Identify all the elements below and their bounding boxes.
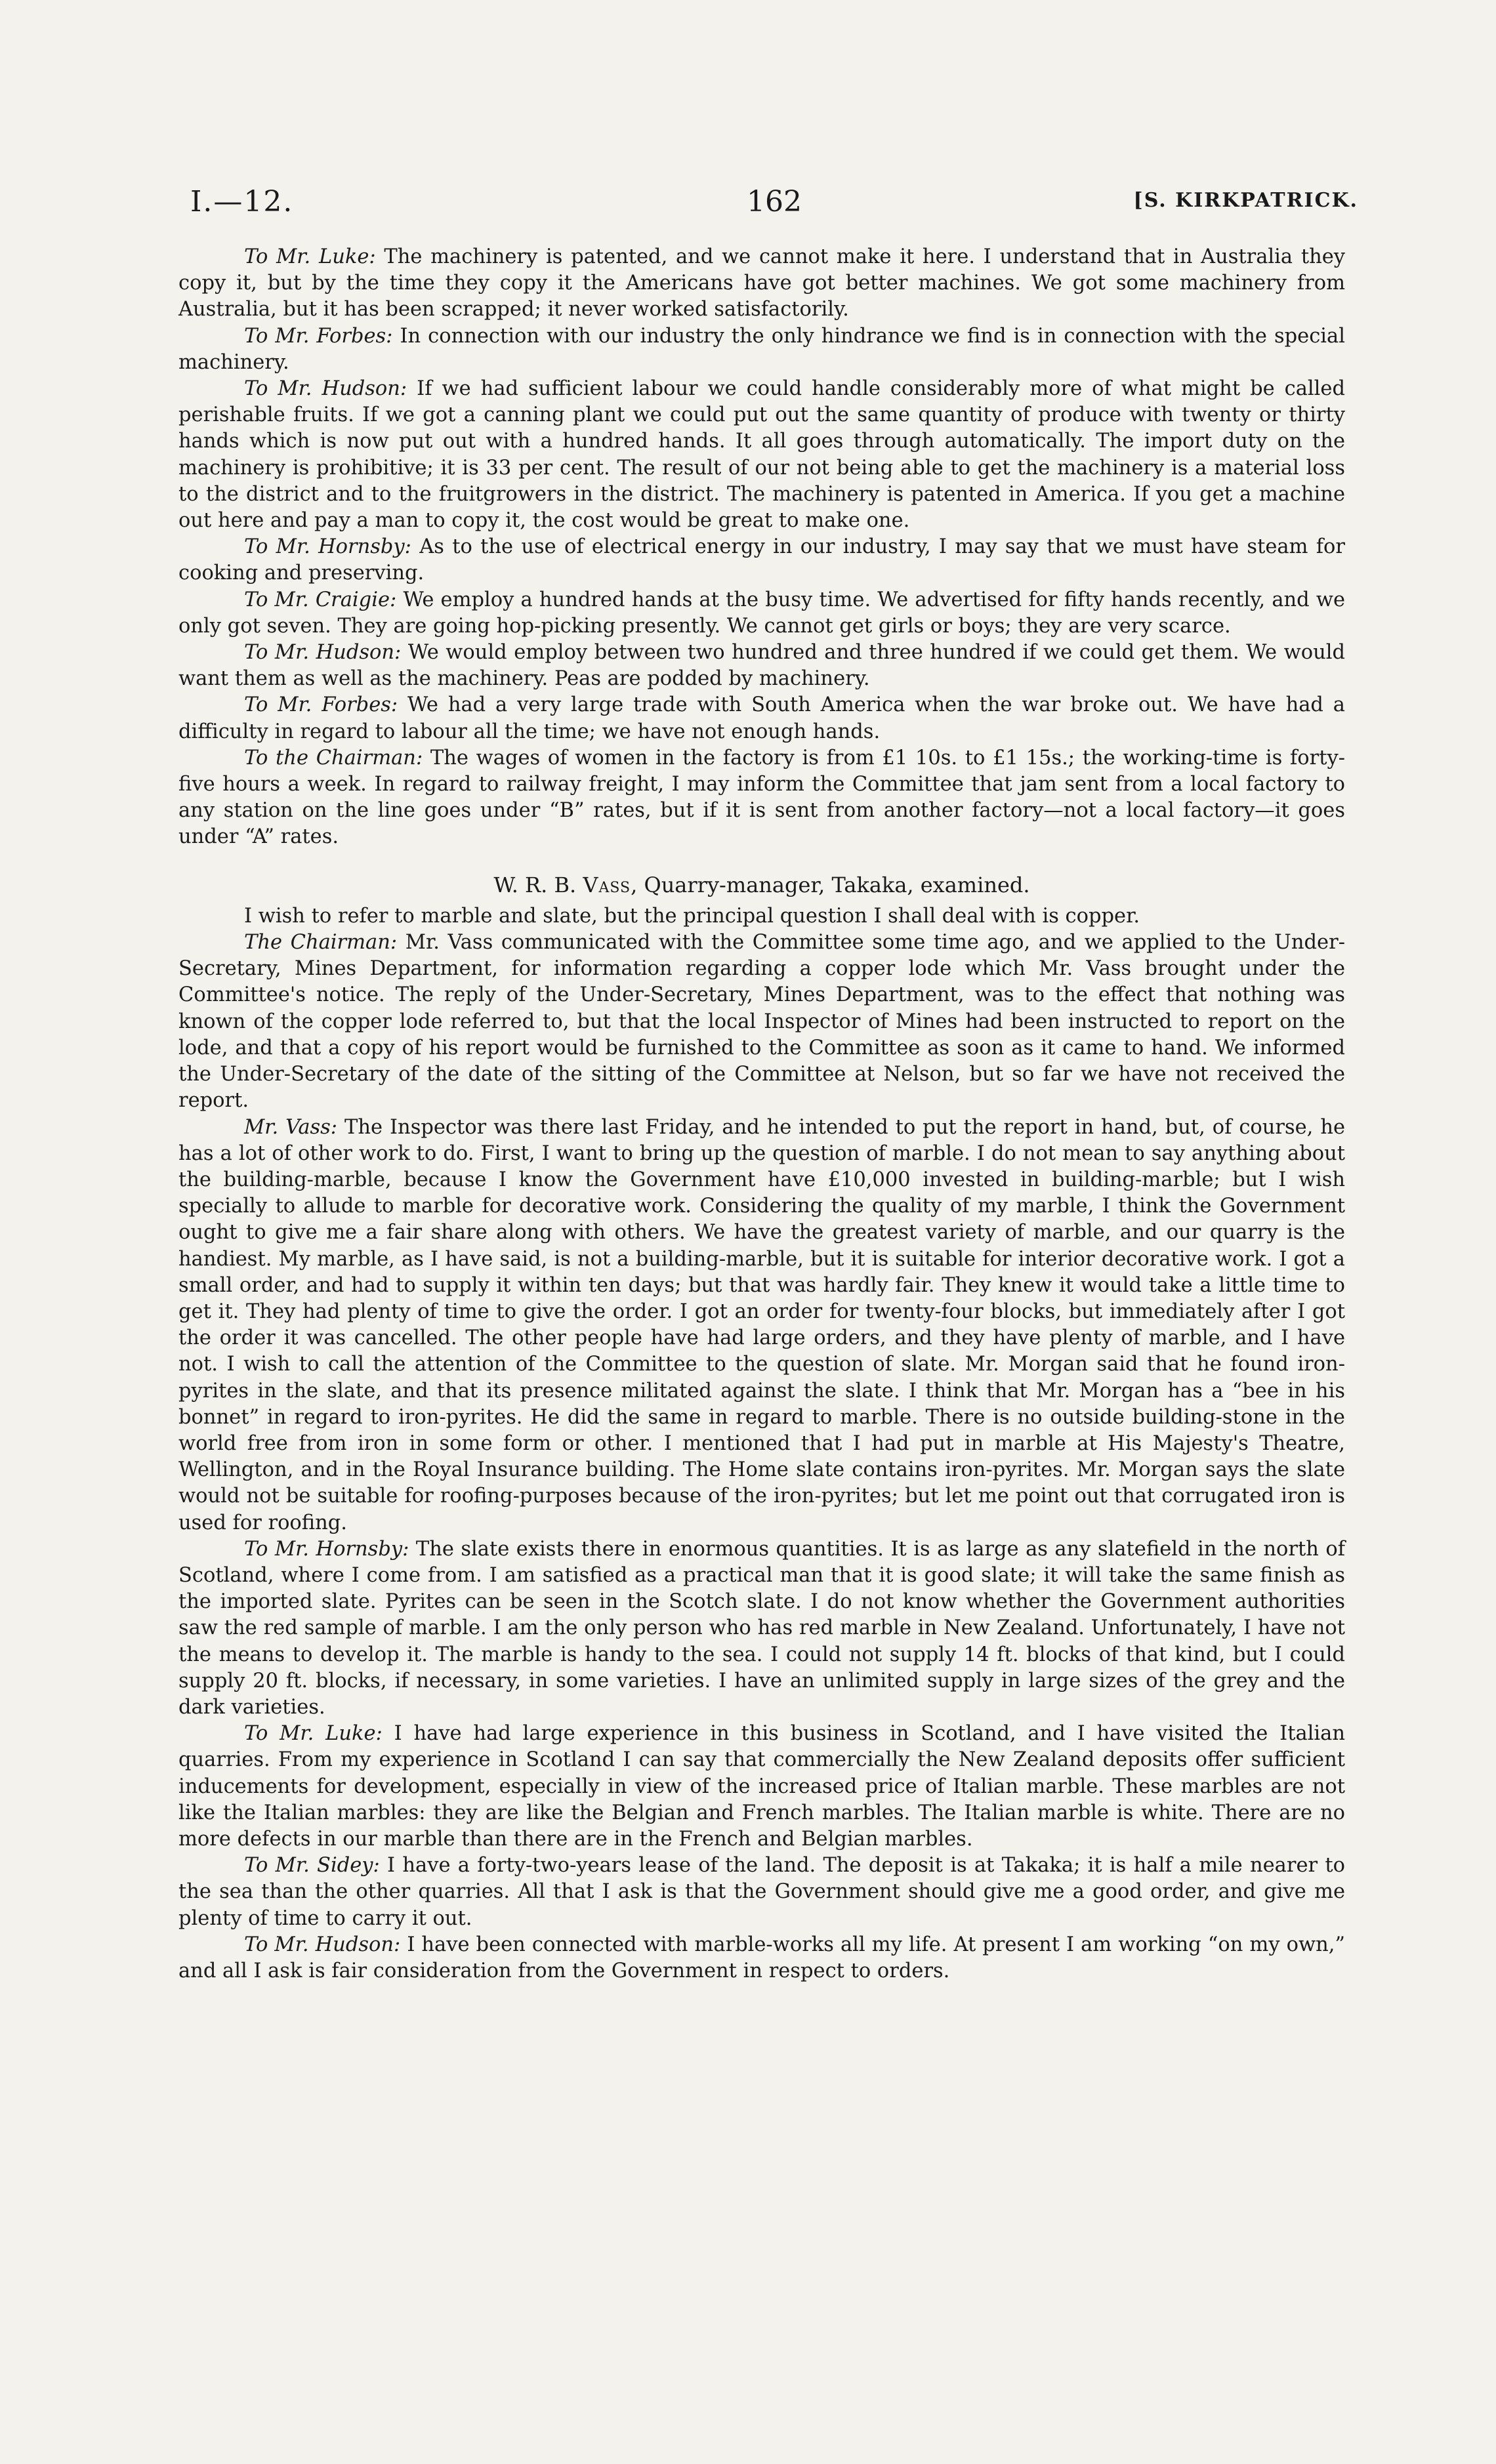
witness-initials: W. R. B.	[493, 872, 583, 897]
paragraph-text: As to the use of electrical energy in our industry, I may say that we must have steam for cooking and preserving.	[178, 535, 1346, 585]
speaker-label: To Mr. Hornsby:	[244, 1537, 409, 1561]
paragraph-text: I have a forty-two-years lease of the land. The deposit is at Takaka; it is half a mile nearer to the sea than the other quarries. All that I ask is that the Government should give me a good order, and give me plenty of time to carry it out.	[178, 1854, 1345, 1930]
witness-heading	[178, 872, 1345, 898]
paragraph-text: I have been connected with marble-works all my life. At present I am working “on my own,” and all I ask is fair consideration from the Government in respect to orders.	[178, 1933, 1345, 1982]
paragraph-text: We employ a hundred hands at the busy time. We advertised for fifty hands recently, and we only got seven. They are going hop-picking presently. We cannot get girls or boys; they are very scarce.	[178, 588, 1346, 638]
paragraph	[178, 930, 1345, 1114]
paragraph-text: The wages of women in the factory is from £1 10s. to £1 15s.; the working-time is forty-five hours a week. In regard to railway freight, I may inform the Committee that jam sent from a local factory to any station on the line goes under “B” rates, but if it is sent from another factory—not a local factory—it goes under “A” rates.	[178, 746, 1345, 849]
testimony-section-2	[178, 903, 1345, 1984]
witness-running-head: [S. KIRKPATRICK.	[1133, 189, 1358, 212]
paragraph	[178, 587, 1345, 640]
page-header	[190, 185, 1358, 224]
paragraph-text: The slate exists there in enormous quantities. It is as large as any slatefield in the north of Scotland, where I come from. I am satisfied as a practical man that it is good slate; it will take the same finish as the imported slate. Pyrites can be seen in the Scotch slate. I do not know whether the Government authorities saw the red sample of marble. I am the only person who has red marble in New Zealand. Unfortunately, I have not the means to develop it. The marble is handy to the sea. I could not supply 14 ft. blocks of that kind, but I could supply 20 ft. blocks, if necessary, in some varieties. I have an unlimited supply in large sizes of the grey and the dark varieties.	[178, 1537, 1345, 1719]
paragraph	[178, 1115, 1345, 1536]
speaker-label: To Mr. Sidey:	[244, 1854, 380, 1878]
paragraph	[178, 323, 1345, 376]
witness-surname: Vass	[583, 872, 631, 897]
speaker-label: The Chairman:	[244, 931, 398, 955]
speaker-label: To Mr. Hudson:	[244, 641, 402, 665]
speaker-label: To the Chairman:	[244, 746, 423, 770]
speaker-label: To Mr. Craigie:	[244, 588, 397, 611]
paragraph	[178, 1932, 1345, 1984]
paragraph-text: If we had sufficient labour we could handle considerably more of what might be called perishable fruits. If we got a canning plant we could put out the same quantity of produce with twenty or thirty hands which is now put out with a hundred hands. It all goes through automatically. The import duty on the machinery is prohibitive; it is 33 per cent. The result of our not being able to get the machinery is a material loss to the district and to the fruitgrowers in the district. The machinery is patented in America. If you get a machine out here and pay a man to copy it, the cost would be great to make one.	[178, 377, 1345, 533]
page-number: 162	[747, 185, 802, 218]
paragraph-text: We had a very large trade with South America when the war broke out. We have had a difficulty in regard to labour all the time; we have not enough hands.	[178, 693, 1345, 743]
testimony-section-1	[178, 244, 1345, 851]
paragraph-text: We would employ between two hundred and three hundred if we could get them. We would want them as well as the machinery. Peas are podded by machinery.	[178, 641, 1345, 691]
speaker-label: To Mr. Forbes:	[244, 693, 398, 717]
paragraph	[178, 244, 1345, 323]
paragraph-text: Mr. Vass communicated with the Committee some time ago, and we applied to the Under-Secretary, Mines Department, for information regarding a copper lode which Mr. Vass brought under the Committee's notice. The reply of the Under-Secretary, Mines Department, was to the effect that nothing was known of the copper lode referred to, but that the local Inspector of Mines had been instructed to report on the lode, and that a copy of his report would be furnished to the Committee as soon as it came to hand. We informed the Under-Secretary of the date of the sitting of the Committee at Nelson, but so far we have not received the report.	[178, 931, 1345, 1113]
paragraph	[178, 640, 1345, 692]
speaker-label: To Mr. Hudson:	[244, 377, 407, 401]
paragraph	[178, 534, 1345, 586]
paragraph	[178, 745, 1345, 851]
paragraph	[178, 376, 1345, 534]
paragraph	[178, 1721, 1345, 1853]
speaker-label: To Mr. Hudson:	[244, 1933, 401, 1956]
paragraph	[178, 692, 1345, 745]
paragraph	[178, 1853, 1345, 1932]
witness-description: , Quarry-manager, Takaka, examined.	[631, 872, 1030, 897]
paper-reference: I.—12.	[190, 185, 294, 218]
page-body	[178, 244, 1345, 1984]
paragraph-text: In connection with our industry the only hindrance we find is in connection with the special machinery.	[178, 324, 1345, 374]
speaker-label: To Mr. Hornsby:	[244, 535, 411, 559]
speaker-label: Mr. Vass:	[244, 1115, 338, 1139]
paragraph-text: The Inspector was there last Friday, and he intended to put the report in hand, but, of course, he has a lot of other work to do. First, I want to bring up the question of marble. I do not mean to say anything about the building-marble, because I know the Government have £10,000 invested in building-marble; but I wish specially to allude to marble for decorative work. Considering the quality of my marble, I think the Government ought to give me a fair share along with others. We have the greatest variety of marble, and our quarry is the handiest. My marble, as I have said, is not a building-marble, but it is suitable for interior decorative work. I got a small order, and had to supply it within ten days; but that was hardly fair. They knew it would take a little time to get it. They had plenty of time to give the order. I got an order for twenty-four blocks, but immediately after I got the order it was cancelled. The other people have had large orders, and they have plenty of marble, and I have not. I wish to call the attention of the Committee to the question of slate. Mr. Morgan said that he found iron-pyrites in the slate, and that its presence militated against the slate. I think that Mr. Morgan has a “bee in his bonnet” in regard to iron-pyrites. He did the same in regard to marble. There is no outside building-stone in the world free from iron in some form or other. I mentioned that I had put in marble at His Majesty's Theatre, Wellington, and in the Royal Insurance building. The Home slate contains iron-pyrites. Mr. Morgan says the slate would not be suitable for roofing-purposes because of the iron-pyrites; but let me point out that corrugated iron is used for roofing.	[178, 1115, 1346, 1534]
paragraph-text: I wish to refer to marble and slate, but the principal question I shall deal with is copper.	[244, 904, 1140, 928]
speaker-label: To Mr. Luke:	[244, 1722, 383, 1746]
paragraph-text: The machinery is patented, and we cannot make it here. I understand that in Australia they copy it, but by the time they copy it the Americans have got better machines. We got some machinery from Australia, but it has been scrapped; it never worked satisfactorily.	[178, 245, 1345, 321]
speaker-label: To Mr. Luke:	[244, 245, 376, 268]
paragraph	[178, 903, 1345, 930]
speaker-label: To Mr. Forbes:	[244, 324, 393, 348]
paragraph	[178, 1536, 1345, 1721]
paragraph-text: I have had large experience in this business in Scotland, and I have visited the Italian quarries. From my experience in Scotland I can say that commercially the New Zealand deposits offer sufficient inducements for development, especially in view of the increased price of Italian marble. These marbles are not like the Italian marbles: they are like the Belgian and French marbles. The Italian marble is white. There are no more defects in our marble than there are in the French and Belgian marbles.	[178, 1722, 1345, 1851]
